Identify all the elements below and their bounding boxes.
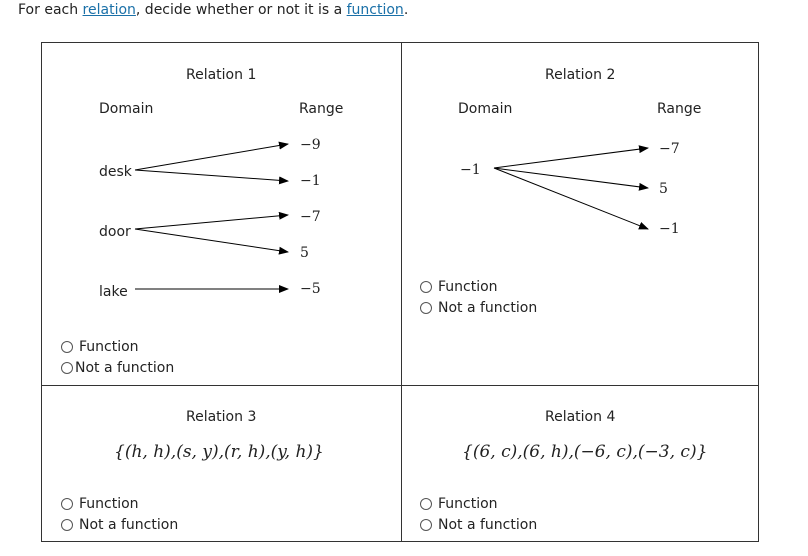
- relation3-function-label: Function: [79, 496, 139, 512]
- relation2-not-function-radio[interactable]: [420, 302, 432, 314]
- prompt-text-end: .: [403, 2, 409, 18]
- row-divider: [42, 385, 758, 386]
- relation2-range-neg1: −1: [659, 221, 680, 237]
- relation4-function-radio[interactable]: [420, 498, 432, 510]
- relation1-range-neg5: −5: [300, 281, 321, 297]
- relation2-domain-neg1: −1: [460, 162, 481, 178]
- relation3-ordered-pairs: {(h, h),(s, y),(r, h),(y, h)}: [114, 442, 324, 462]
- relation4-function-label: Function: [438, 496, 498, 512]
- relation1-range-neg9: −9: [300, 137, 321, 153]
- instructions: [18, 2, 408, 18]
- arrow-neg1-to-neg1: [494, 168, 648, 229]
- relation2-not-function-option[interactable]: [420, 300, 537, 316]
- relation1-domain-label: Domain: [99, 101, 154, 117]
- relation1-range-label: Range: [299, 101, 344, 117]
- relation-link[interactable]: relation: [82, 2, 136, 18]
- relation3-not-function-radio[interactable]: [61, 519, 73, 531]
- relation1-title: Relation 1: [186, 67, 257, 83]
- relation2-title: Relation 2: [545, 67, 616, 83]
- arrow-neg1-to-5: [494, 168, 648, 188]
- relations-table: [41, 42, 759, 542]
- relation1-range-neg7: −7: [300, 209, 321, 225]
- relation1-range-5: 5: [300, 245, 309, 261]
- relation4-not-function-option[interactable]: [420, 517, 537, 533]
- relation4-not-function-radio[interactable]: [420, 519, 432, 531]
- relation4-not-function-label: Not a function: [438, 517, 538, 533]
- arrow-neg1-to-neg7: [494, 148, 648, 168]
- relation2-function-label: Function: [438, 279, 498, 295]
- relation1-domain-desk: desk: [99, 164, 132, 180]
- relation1-not-function-label: Not a function: [75, 360, 175, 376]
- relation4-ordered-pairs: {(6, c),(6, h),(−6, c),(−3, c)}: [462, 442, 708, 462]
- relation3-function-option[interactable]: [61, 496, 139, 512]
- relation2-range-5: 5: [659, 181, 668, 197]
- relation3-not-function-label: Not a function: [79, 517, 179, 533]
- relation1-domain-door: door: [99, 224, 131, 240]
- relation2-function-radio[interactable]: [420, 281, 432, 293]
- relation2-mapping-arrows: [42, 43, 760, 385]
- function-link[interactable]: function: [346, 2, 404, 18]
- relation2-range-label: Range: [657, 101, 702, 117]
- relation2-range-neg7: −7: [659, 141, 680, 157]
- relation3-function-radio[interactable]: [61, 498, 73, 510]
- relation1-function-label: Function: [79, 339, 139, 355]
- relation1-range-neg1: −1: [300, 173, 321, 189]
- relation2-domain-label: Domain: [458, 101, 513, 117]
- relation3-title: Relation 3: [186, 409, 257, 425]
- relation2-not-function-label: Not a function: [438, 300, 538, 316]
- relation4-function-option[interactable]: [420, 496, 498, 512]
- relation2-function-option[interactable]: [420, 279, 498, 295]
- relation3-not-function-option[interactable]: [61, 517, 178, 533]
- relation1-domain-lake: lake: [99, 284, 128, 300]
- relation4-title: Relation 4: [545, 409, 616, 425]
- prompt-text-middle: , decide whether or not it is a: [135, 2, 347, 18]
- prompt-text-start: For each: [18, 2, 83, 18]
